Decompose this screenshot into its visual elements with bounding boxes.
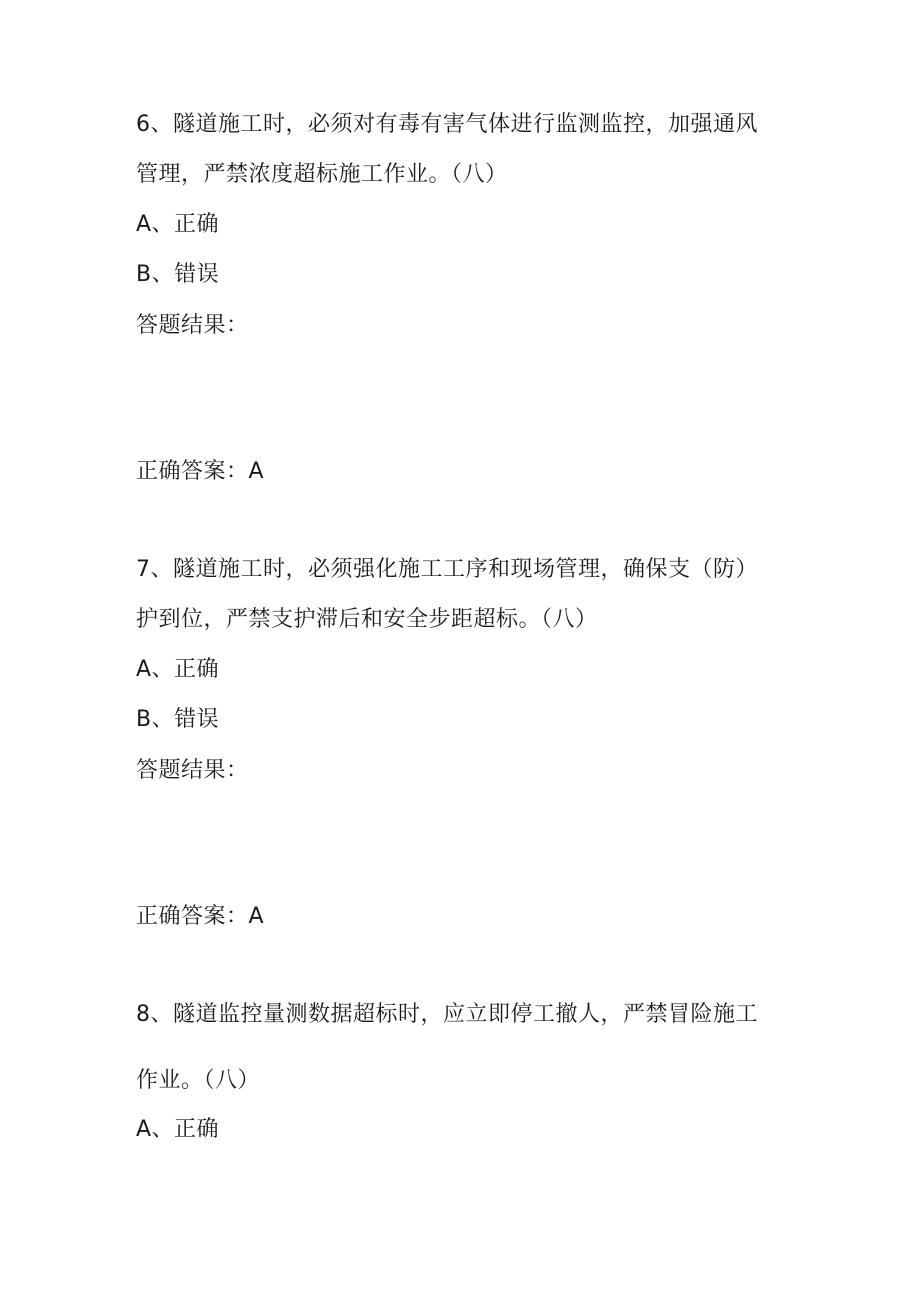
- question-8-stem-line-1: 8、隧道监控量测数据超标时，应立即停工撤人，严禁冒险施工: [136, 1002, 758, 1027]
- question-6-stem-line-1: 6、隧道施工时，必须对有毒有害气体进行监测监控，加强通风: [136, 112, 758, 137]
- question-8-stem-line-2: 作业。（八）: [136, 1068, 261, 1093]
- question-6-result-label: 答题结果：: [136, 313, 249, 338]
- question-7-option-a: A、正确: [136, 657, 220, 682]
- question-7-stem-line-2: 护到位，严禁支护滞后和安全步距超标。（八）: [136, 607, 598, 632]
- question-6-stem-line-2: 管理，严禁浓度超标施工作业。（八）: [136, 162, 508, 187]
- question-6-option-a: A、正确: [136, 212, 220, 237]
- question-7-option-b: B、错误: [136, 707, 220, 732]
- question-6-correct-answer: 正确答案：A: [136, 459, 265, 484]
- question-6-option-b: B、错误: [136, 262, 220, 287]
- question-7-stem-line-1: 7、隧道施工时，必须强化施工工序和现场管理，确保支（防）: [136, 557, 758, 582]
- question-8-option-a: A、正确: [136, 1117, 220, 1142]
- question-7-result-label: 答题结果：: [136, 758, 249, 783]
- question-7-correct-answer: 正确答案：A: [136, 904, 265, 929]
